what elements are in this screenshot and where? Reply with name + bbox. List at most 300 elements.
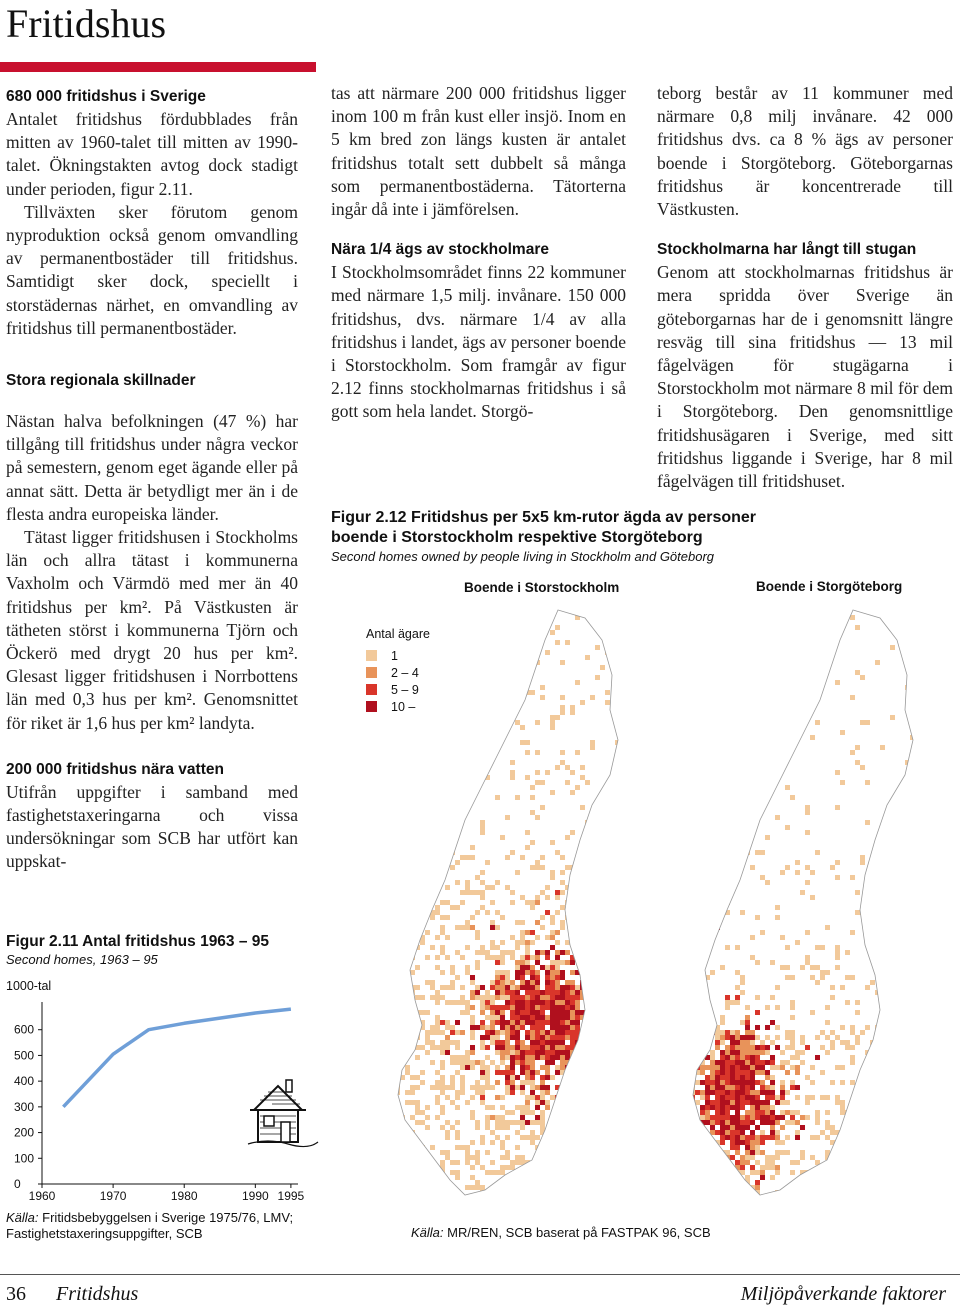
map-cell [475, 1085, 480, 1090]
map-cell [785, 945, 790, 950]
map-cell [555, 1070, 560, 1075]
map-cell [400, 1030, 405, 1035]
map-cell [855, 1100, 860, 1105]
map-cell [420, 1150, 425, 1155]
map-cell [565, 865, 570, 870]
map-cell [545, 1085, 550, 1090]
map-cell [535, 1040, 540, 1045]
map-cell [705, 1030, 710, 1035]
map-cell [540, 1165, 545, 1170]
map-cell [420, 750, 425, 755]
map-cell [490, 1115, 495, 1120]
map-cell [770, 995, 775, 1000]
map-cell [570, 1005, 575, 1010]
map-cell [825, 1190, 830, 1195]
map-cell [515, 985, 520, 990]
map-cell [405, 990, 410, 995]
map-cell [450, 1125, 455, 1130]
map-cell [580, 865, 585, 870]
map-cell [485, 1075, 490, 1080]
map-cell [620, 1180, 625, 1185]
map-cell [900, 1060, 905, 1065]
map-cell [555, 950, 560, 955]
map-cell [445, 900, 450, 905]
map-cell [510, 890, 515, 895]
map-cell [470, 1025, 475, 1030]
map-cell [540, 1075, 545, 1080]
map-cell [500, 1165, 505, 1170]
map-cell [435, 1115, 440, 1120]
map-cell [440, 840, 445, 845]
map-cell [495, 1040, 500, 1045]
map-cell [915, 725, 920, 730]
map-cell [480, 1010, 485, 1015]
map-cell [715, 1110, 720, 1115]
map-cell [710, 1140, 715, 1145]
map-cell [440, 1065, 445, 1070]
map-cell [725, 1175, 730, 1180]
map-cell [505, 1075, 510, 1080]
map-cell [495, 1030, 500, 1035]
map-cell [555, 995, 560, 1000]
map-cell [560, 960, 565, 965]
map-cell [470, 665, 475, 670]
map-cell [755, 1025, 760, 1030]
map-cell [505, 1000, 510, 1005]
map-cell [580, 765, 585, 770]
map-cell [465, 970, 470, 975]
map-cell [465, 1065, 470, 1070]
map-cell [710, 915, 715, 920]
map-cell [425, 770, 430, 775]
map-cell [740, 1045, 745, 1050]
map-cell [620, 1185, 625, 1190]
map-cell [565, 1035, 570, 1040]
map-cell [485, 1065, 490, 1070]
map-cell [515, 1075, 520, 1080]
map-cell [500, 1115, 505, 1120]
map-cell [575, 1010, 580, 1015]
map-cell [740, 1125, 745, 1130]
map-cell [520, 1010, 525, 1015]
map-cell [900, 1155, 905, 1160]
map-cell [790, 1045, 795, 1050]
figure-2-11-source [6, 1210, 293, 1242]
map-cell [480, 1005, 485, 1010]
map-cell [755, 1070, 760, 1075]
map-cell [570, 1025, 575, 1030]
map-cell [525, 1175, 530, 1180]
map-cell [750, 670, 755, 675]
map-cell [590, 1025, 595, 1030]
map-cell [720, 1115, 725, 1120]
map-cell [515, 1175, 520, 1180]
map-cell [700, 825, 705, 830]
map-cell [455, 1030, 460, 1035]
map-cell [550, 715, 555, 720]
map-cell [790, 695, 795, 700]
map-cell [520, 985, 525, 990]
map-cell [690, 945, 695, 950]
map-cell [790, 1120, 795, 1125]
map-cell [515, 1145, 520, 1150]
map-cell [530, 975, 535, 980]
map-cell [770, 1065, 775, 1070]
map-cell [725, 1100, 730, 1105]
map-cell [550, 1180, 555, 1185]
map-cell [540, 990, 545, 995]
map-cell [525, 1060, 530, 1065]
map-cell [510, 1030, 515, 1035]
map-cell [565, 1075, 570, 1080]
map-cell [455, 925, 460, 930]
map-cell [910, 1055, 915, 1060]
map-cell [450, 620, 455, 625]
map-cell [535, 1020, 540, 1025]
map-cell [565, 1160, 570, 1165]
map-cell [790, 1005, 795, 1010]
map-cell [855, 1110, 860, 1115]
map-cell [530, 1090, 535, 1095]
map-cell [500, 1120, 505, 1125]
map-cell [545, 1065, 550, 1070]
map-cell [565, 1190, 570, 1195]
map-cell [540, 1025, 545, 1030]
map-cell [530, 1175, 535, 1180]
map-cell [880, 1075, 885, 1080]
map-cell [765, 1060, 770, 1065]
map-cell [715, 785, 720, 790]
map-cell [540, 805, 545, 810]
map-cell [450, 1085, 455, 1090]
map-cell [515, 1105, 520, 1110]
map-cell [425, 955, 430, 960]
map-cell [775, 905, 780, 910]
map-cell [445, 1095, 450, 1100]
map-cell [455, 860, 460, 865]
map-cell [620, 1115, 625, 1120]
map-cell [420, 905, 425, 910]
map-cell [475, 720, 480, 725]
map-cell [405, 910, 410, 915]
map-cell [770, 1085, 775, 1090]
map-cell [605, 1160, 610, 1165]
map-cell [805, 670, 810, 675]
map-cell [505, 1025, 510, 1030]
map-cell [615, 890, 620, 895]
map-cell [750, 1170, 755, 1175]
map-cell [500, 680, 505, 685]
map-cell [445, 1135, 450, 1140]
map-cell [610, 1070, 615, 1075]
map-cell [505, 990, 510, 995]
map-cell [745, 1055, 750, 1060]
map-cell [770, 1095, 775, 1100]
map-cell [400, 1155, 405, 1160]
map-cell [850, 1045, 855, 1050]
map-cell [555, 1010, 560, 1015]
map-cell [760, 1065, 765, 1070]
map-cell [725, 1170, 730, 1175]
map-cell [580, 950, 585, 955]
map-cell [760, 1165, 765, 1170]
map-cell [880, 1070, 885, 1075]
map-cell [535, 1085, 540, 1090]
map-cell [550, 975, 555, 980]
map-cell [565, 1130, 570, 1135]
map-cell [540, 1020, 545, 1025]
map-cell [530, 690, 535, 695]
map-cell [480, 995, 485, 1000]
map-cell [570, 1000, 575, 1005]
map-cell [795, 940, 800, 945]
map-cell [515, 1015, 520, 1020]
map-cell [590, 1050, 595, 1055]
map-cell [555, 930, 560, 935]
map-cell [610, 795, 615, 800]
map-cell [565, 1005, 570, 1010]
map-cell [895, 1100, 900, 1105]
map-cell [825, 925, 830, 930]
map-cell [550, 1050, 555, 1055]
map-cell [700, 775, 705, 780]
map-cell [580, 700, 585, 705]
map-cell [730, 825, 735, 830]
map-cell [750, 1165, 755, 1170]
map-cell [570, 960, 575, 965]
map-cell [435, 935, 440, 940]
map-cell [775, 1130, 780, 1135]
map-cell [755, 1035, 760, 1040]
map-cell [480, 1025, 485, 1030]
map-cell [875, 1185, 880, 1190]
map-cell [765, 1100, 770, 1105]
map-cell [405, 1065, 410, 1070]
map-cell [525, 960, 530, 965]
map-cell [550, 970, 555, 975]
map-cell [775, 1045, 780, 1050]
map-cell [740, 1020, 745, 1025]
map-cell [755, 1145, 760, 1150]
map-cell [760, 1045, 765, 1050]
map-cell [750, 1055, 755, 1060]
map-cell [615, 915, 620, 920]
map-cell [690, 1115, 695, 1120]
map-cell [415, 1190, 420, 1195]
map-cell [780, 1110, 785, 1115]
map-cell [525, 985, 530, 990]
map-cell [570, 1150, 575, 1155]
map-cell [580, 1085, 585, 1090]
map-cell [550, 840, 555, 845]
map-cell [750, 1145, 755, 1150]
map-cell [600, 1000, 605, 1005]
map-cell [835, 1100, 840, 1105]
map-cell [475, 1155, 480, 1160]
map-cell [510, 1090, 515, 1095]
paragraph: Utifrån uppgifter i samband med fastighetstaxeringarna och vissa undersökningar som SCB har utfört kan uppskat- [6, 781, 298, 872]
heading-stockholm-share: Nära 1/4 ägs av stockholmare [331, 241, 549, 259]
map-cell [415, 920, 420, 925]
map-cell [555, 940, 560, 945]
map-cell [900, 835, 905, 840]
map-cell [690, 1165, 695, 1170]
map-cell [730, 1185, 735, 1190]
map-cell [710, 1080, 715, 1085]
map-cell [545, 1060, 550, 1065]
legend-title: Antal ägare [366, 627, 430, 641]
map-cell [465, 1155, 470, 1160]
map-cell [605, 850, 610, 855]
map-cell [875, 1050, 880, 1055]
map-cell [470, 1095, 475, 1100]
map-cell [590, 935, 595, 940]
accent-bar [0, 62, 316, 72]
map-cell [525, 950, 530, 955]
map-cell [860, 855, 865, 860]
map-cell [595, 1105, 600, 1110]
map-cell [600, 1145, 605, 1150]
map-cell [575, 1015, 580, 1020]
map-cell [620, 975, 625, 980]
map-cell [685, 1150, 690, 1155]
map-cell [875, 1040, 880, 1045]
map-cell [505, 1065, 510, 1070]
map-cell [495, 955, 500, 960]
map-cell [775, 1005, 780, 1010]
map-cell [850, 750, 855, 755]
map-cell [720, 1030, 725, 1035]
map-cell [725, 1070, 730, 1075]
map-cell [510, 1110, 515, 1115]
map-cell [545, 620, 550, 625]
map-cell [735, 970, 740, 975]
map-cell [480, 1185, 485, 1190]
map-cell [555, 1100, 560, 1105]
map-cell [475, 620, 480, 625]
heading-long-way: Stockholmarna har långt till stugan [657, 241, 917, 259]
map-cell [795, 1190, 800, 1195]
map-cell [870, 1165, 875, 1170]
map-cell [465, 1060, 470, 1065]
map-cell [470, 1015, 475, 1020]
map-cell [730, 1045, 735, 1050]
map-cell [900, 1045, 905, 1050]
map-cell [450, 970, 455, 975]
map-cell [855, 1125, 860, 1130]
map-cell [535, 985, 540, 990]
map-cell [475, 1180, 480, 1185]
map-cell [480, 1035, 485, 1040]
map-cell [685, 1170, 690, 1175]
map-cell [510, 1165, 515, 1170]
map-cell [750, 1040, 755, 1045]
map-cell [850, 875, 855, 880]
legend-label: 10 – [391, 699, 416, 714]
map-cell [465, 885, 470, 890]
map-cell [615, 1060, 620, 1065]
map-cell [855, 1010, 860, 1015]
map-cell [730, 1090, 735, 1095]
map-cell [515, 870, 520, 875]
map-cell [405, 955, 410, 960]
map-cell [725, 1050, 730, 1055]
map-cell [445, 620, 450, 625]
map-cell [500, 1010, 505, 1015]
map-cell [700, 1150, 705, 1155]
map-cell [580, 1035, 585, 1040]
map-cell [390, 1100, 395, 1105]
map-cell [745, 785, 750, 790]
map-cell [445, 915, 450, 920]
map-cell [585, 975, 590, 980]
map-cell [720, 1105, 725, 1110]
map-cell [520, 1125, 525, 1130]
map-cell [525, 1055, 530, 1060]
map-cell [705, 1170, 710, 1175]
map-cell [405, 1070, 410, 1075]
map-cell [405, 1020, 410, 1025]
map-cell [515, 1060, 520, 1065]
map-cell [745, 620, 750, 625]
map-cell [760, 1140, 765, 1145]
map-cell [515, 1120, 520, 1125]
map-cell [615, 1035, 620, 1040]
map-cell [775, 1115, 780, 1120]
map-cell [700, 1195, 705, 1200]
map-cell [450, 865, 455, 870]
map-cell [620, 940, 625, 945]
map-cell [530, 1130, 535, 1135]
map-cell [495, 970, 500, 975]
map-cell [765, 835, 770, 840]
map-cell [515, 1010, 520, 1015]
map-cell [575, 920, 580, 925]
map-cell [415, 1195, 420, 1200]
map-cell [535, 895, 540, 900]
map-cell [800, 1060, 805, 1065]
map-cell [545, 980, 550, 985]
map-cell [730, 1105, 735, 1110]
map-cell [610, 875, 615, 880]
map-cell [870, 915, 875, 920]
map-cell [795, 1120, 800, 1125]
map-cell [420, 1110, 425, 1115]
map-cell [750, 1065, 755, 1070]
map-cell [750, 1090, 755, 1095]
map-cell [600, 835, 605, 840]
map-cell [715, 1065, 720, 1070]
map-cell [575, 680, 580, 685]
map-cell [445, 985, 450, 990]
map-cell [395, 1015, 400, 1020]
map-cell [885, 815, 890, 820]
map-cell [550, 1055, 555, 1060]
map-cell [795, 1085, 800, 1090]
map-cell [410, 640, 415, 645]
map-cell [620, 650, 625, 655]
map-cell [530, 965, 535, 970]
map-cell [890, 1125, 895, 1130]
map-cell [735, 1085, 740, 1090]
map-cell [495, 995, 500, 1000]
map-cell [510, 990, 515, 995]
map-cell [605, 1145, 610, 1150]
map-cell [830, 645, 835, 650]
map-cell [815, 1135, 820, 1140]
map-cell [470, 1185, 475, 1190]
map-cell [575, 990, 580, 995]
